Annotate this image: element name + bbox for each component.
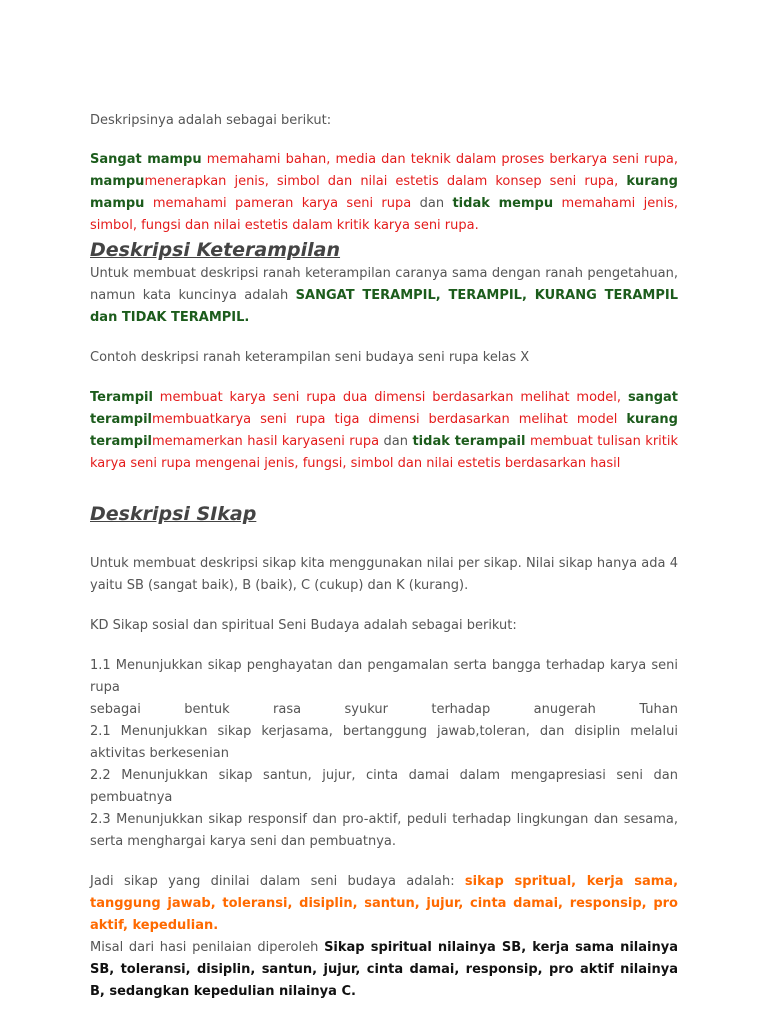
kw-kurang-terampil: kurang terampil: [90, 412, 678, 449]
desc-2: menerapkan jenis, simbol dan nilai estetis dalam konsep seni rupa,: [144, 174, 627, 189]
kd-item-1-1-continuation: [90, 699, 678, 721]
connector-dan-2: dan: [383, 434, 413, 449]
kw-tidak-mempu: tidak mempu: [452, 196, 554, 211]
kd-item-2-2: 2.2 Menunjukkan sikap santun, jujur, cinta damai dalam mengapresiasi seni dan pembuatnya: [90, 768, 678, 805]
kd-word: rasa: [273, 702, 302, 717]
assessed-list: sikap spritual, kerja sama, tanggung jawab, toleransi, disiplin, santun, jujur, cinta damai, responsip, pro aktif, kepedulian.: [90, 874, 679, 933]
kd-item-2-3: 2.3 Menunjukkan sikap responsif dan pro-aktif, peduli terhadap lingkungan dan sesama, serta menghargai karya seni dan pembuatnya.: [90, 812, 678, 849]
skill-desc-1: membuat karya seni rupa dua dimensi berdasarkan melihat model,: [152, 390, 628, 405]
heading-deskripsi-keterampilan: Deskripsi Keterampilan: [90, 239, 341, 261]
skill-desc-3: memamerkan hasil karyaseni rupa: [151, 434, 384, 449]
knowledge-description-paragraph: [90, 149, 678, 237]
kw-mampu: mampu: [90, 174, 145, 189]
skill-keywords: SANGAT TERAMPIL, TERAMPIL, KURANG TERAMPIL dan TIDAK TERAMPIL.: [90, 288, 678, 325]
attitude-intro-paragraph: Untuk membuat deskripsi sikap kita menggunakan nilai per sikap. Nilai sikap hanya ada 4 yaitu SB (sangat baik), B (baik), C (cukup) dan K (kurang).: [90, 556, 678, 593]
skill-desc-2: membuatkarya seni rupa tiga dimensi berdasarkan melihat model: [151, 412, 627, 427]
skill-desc-4: membuat tulisan kritik karya seni rupa mengenai jenis, fungsi, simbol dan nilai estetis berdasarkan hasil: [90, 434, 679, 471]
kd-word: syukur: [344, 702, 388, 717]
skill-description-paragraph: [90, 387, 678, 475]
assessed-intro: Jadi sikap yang dinilai dalam seni budaya adalah:: [90, 874, 465, 889]
example-intro: Misal dari hasi penilaian diperoleh: [90, 940, 325, 955]
kd-word: terhadap: [431, 702, 491, 717]
kw-kurang-mampu: kurang mampu: [90, 174, 678, 211]
skill-intro-text: Untuk membuat deskripsi ranah keterampilan caranya sama dengan ranah pengetahuan, namun kata kuncinya adalah: [90, 266, 678, 303]
skill-example-caption: Contoh deskripsi ranah keterampilan seni budaya seni rupa kelas X: [90, 350, 530, 365]
connector-dan: dan: [419, 196, 453, 211]
kd-list: [90, 655, 678, 853]
desc-4: memahami jenis, simbol, fungsi dan nilai estetis dalam kritik karya seni rupa.: [90, 196, 679, 233]
kw-sangat-terampil: sangat terampil: [90, 390, 678, 427]
kd-item-2-1: 2.1 Menunjukkan sikap kerjasama, bertanggung jawab,toleran, dan disiplin melalui aktivitas berkesenian: [90, 724, 678, 761]
example-result: Sikap spiritual nilainya SB, kerja sama nilainya SB, toleransi, disiplin, santun, jujur, cinta damai, responsip, pro aktif nilainya B, sedangkan kepedulian nilainya C.: [90, 940, 678, 999]
desc-1: memahami bahan, media dan teknik dalam proses berkarya seni rupa,: [201, 152, 678, 167]
skill-intro-paragraph: [90, 263, 678, 329]
kd-caption: KD Sikap sosial dan spiritual Seni Budaya adalah sebagai berikut:: [90, 618, 517, 633]
kw-sangat-mampu: Sangat mampu: [90, 152, 202, 167]
heading-deskripsi-sikap: Deskripsi SIkap: [90, 503, 257, 525]
kw-tidak-terampail: tidak terampail: [412, 434, 526, 449]
example-result-paragraph: [90, 937, 678, 1003]
kd-word: anugerah: [533, 702, 596, 717]
desc-3: memahami pameran karya seni rupa: [144, 196, 420, 211]
kw-terampil: Terampil: [90, 390, 153, 405]
kd-word: Tuhan: [639, 702, 678, 717]
intro-text: Deskripsinya adalah sebagai berikut:: [90, 113, 332, 128]
kd-item-1-1: 1.1 Menunjukkan sikap penghayatan dan pengamalan serta bangga terhadap karya seni rupa: [90, 658, 678, 695]
kd-word: bentuk: [184, 702, 230, 717]
kd-word: sebagai: [90, 702, 141, 717]
assessed-attitudes-paragraph: [90, 871, 678, 937]
